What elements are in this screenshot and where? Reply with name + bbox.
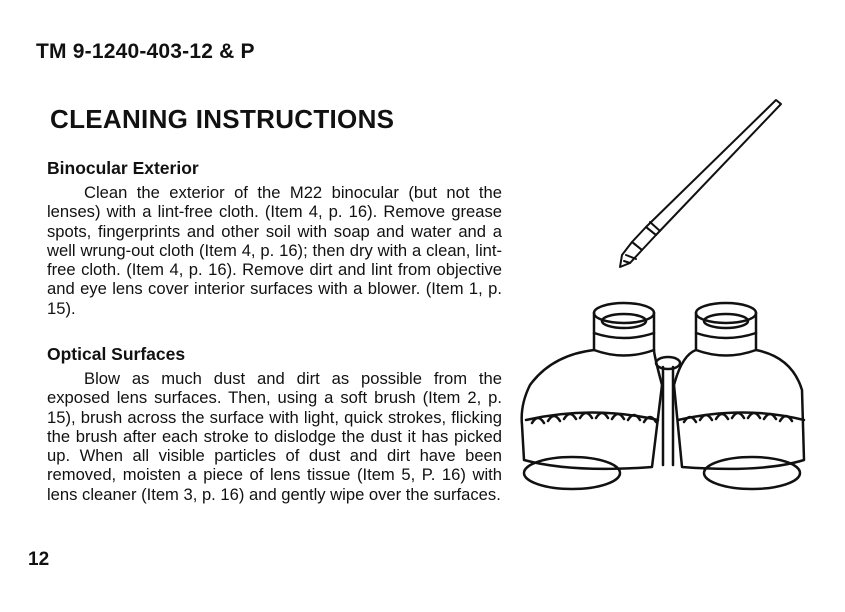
section-binocular-exterior xyxy=(47,158,502,318)
page-number: 12 xyxy=(28,549,50,570)
document-number: TM 9-1240-403-12 & P xyxy=(36,40,255,63)
section-heading: Optical Surfaces xyxy=(47,344,186,364)
section-body: Blow as much dust and dirt as possible from the exposed lens surfaces. Then, using a soft brush (Item 2, p. 15), brush across the surface with light, quick strokes, flicking the brush after each stroke to dislodge the dust it has picked up. When all visible particles of dust and dirt have been removed, moisten a piece of lens tissue (Item 5, P. 16) with lens cleaner (Item 3, p. 16) and gently wipe over the surfaces. xyxy=(47,369,502,504)
binocular-illustration xyxy=(512,295,812,500)
section-optical-surfaces xyxy=(47,344,502,504)
section-heading: Binocular Exterior xyxy=(47,158,199,178)
brush-illustration xyxy=(600,95,790,285)
page-title: CLEANING INSTRUCTIONS xyxy=(50,104,395,134)
section-body: Clean the exterior of the M22 binocular (but not the lenses) with a lint-free cloth. (Item 4, p. 16). Remove grease spots, fingerprints and other soil with soap and water and a well wrung-out cloth (Item 4, p. 16); then dry with a clean, lint-free cloth. (Item 4, p. 16). Remove dirt and lint from objective and eye lens cover interior surfaces with a blower. (Item 1, p. 15). xyxy=(47,183,502,318)
